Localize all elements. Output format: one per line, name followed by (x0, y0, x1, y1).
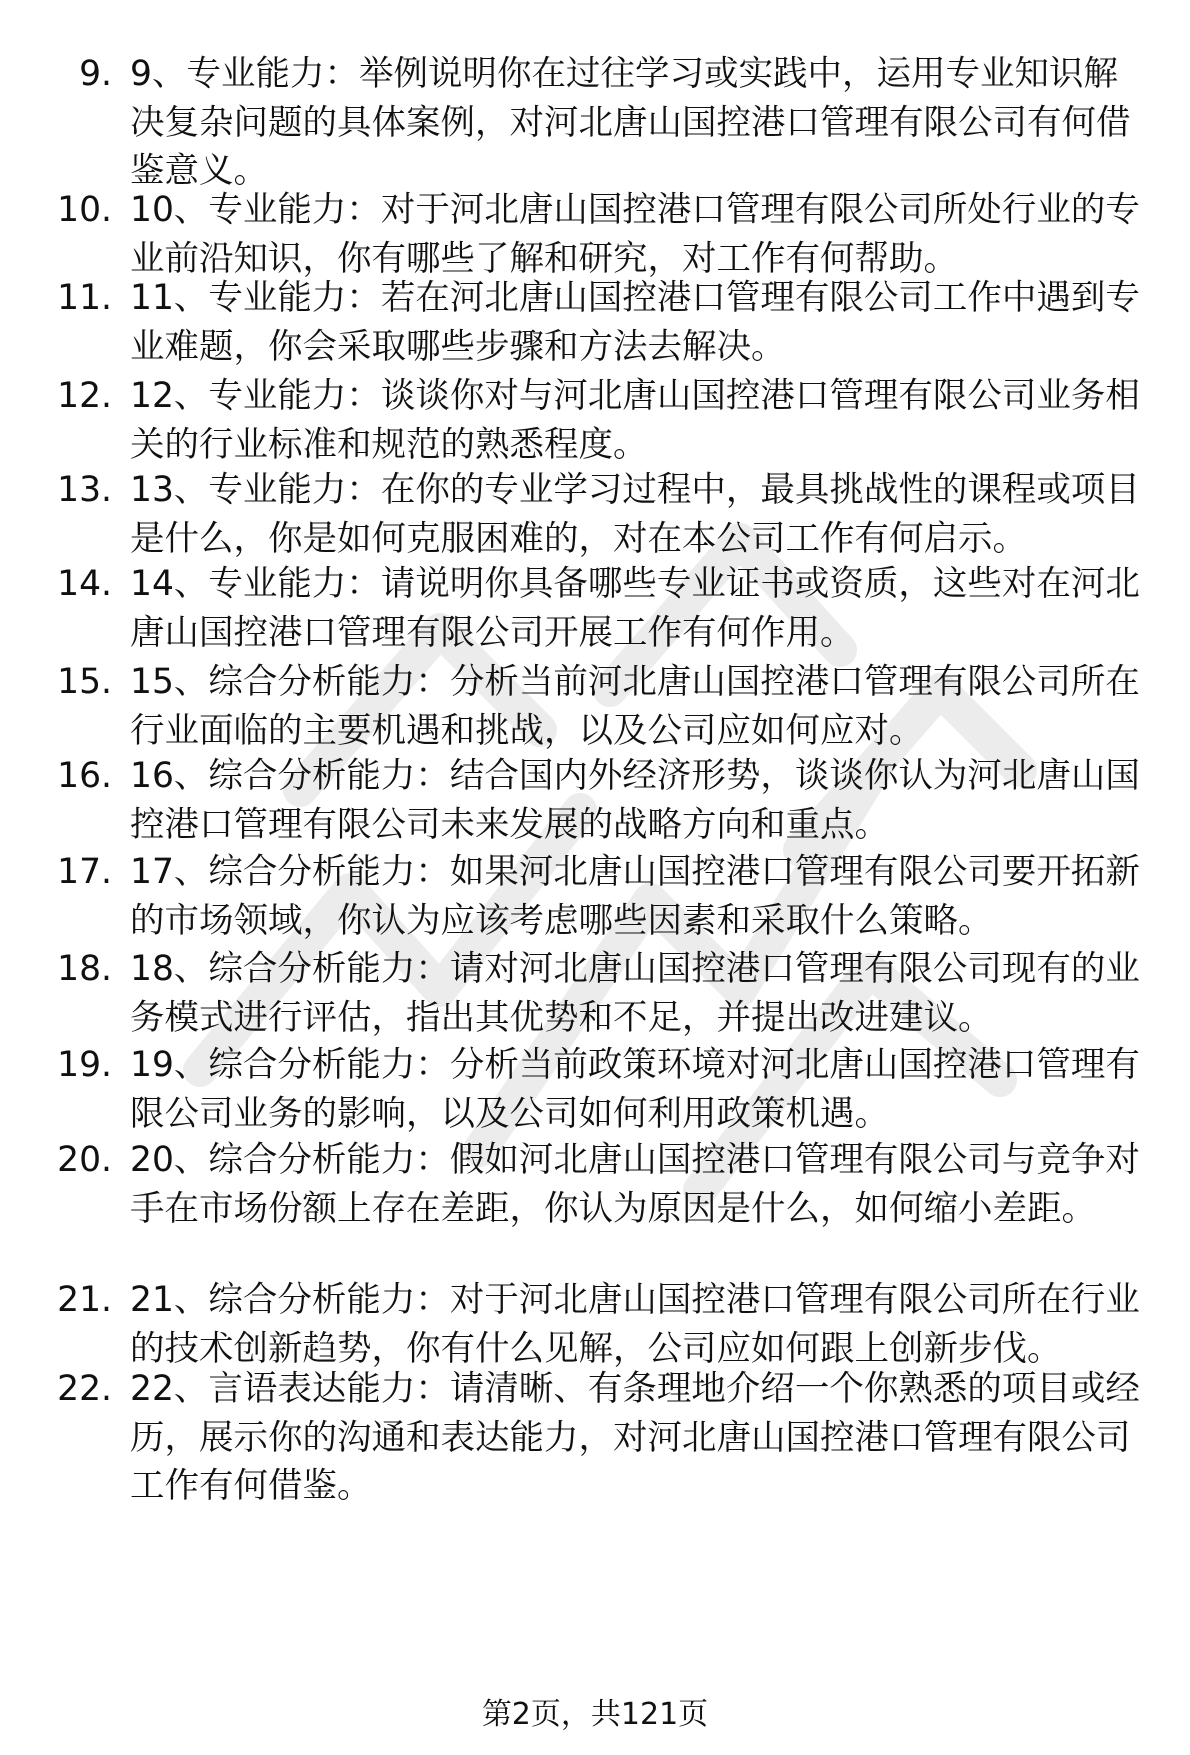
question-text: 15、综合分析能力：分析当前河北唐山国控港口管理有限公司所在行业面临的主要机遇和挑战，以及公司应如何应对。 (130, 662, 1140, 751)
question-text: 10、专业能力：对于河北唐山国控港口管理有限公司所处行业的专业前沿知识，你有哪些了解和研究，对工作有何帮助。 (130, 190, 1140, 279)
question-number: 22. (57, 1369, 112, 1409)
question-number: 21. (57, 1280, 112, 1320)
question-text: 22、言语表达能力：请清晰、有条理地介绍一个你熟悉的项目或经历，展示你的沟通和表达能力，对河北唐山国控港口管理有限公司工作有何借鉴。 (130, 1369, 1140, 1506)
question-text: 16、综合分析能力：结合国内外经济形势，谈谈你认为河北唐山国控港口管理有限公司未来发展的战略方向和重点。 (130, 756, 1140, 845)
question-text: 14、专业能力：请说明你具备哪些专业证书或资质，这些对在河北唐山国控港口管理有限公司开展工作有何作用。 (130, 564, 1140, 653)
question-text: 19、综合分析能力：分析当前政策环境对河北唐山国控港口管理有限公司业务的影响，以及公司如何利用政策机遇。 (130, 1045, 1140, 1134)
question-number: 14. (57, 564, 112, 604)
question-number: 18. (57, 949, 112, 989)
question-text: 17、综合分析能力：如果河北唐山国控港口管理有限公司要开拓新的市场领域，你认为应该考虑哪些因素和采取什么策略。 (130, 852, 1140, 941)
question-text: 18、综合分析能力：请对河北唐山国控港口管理有限公司现有的业务模式进行评估，指出其优势和不足，并提出改进建议。 (130, 949, 1140, 1038)
question-number: 19. (57, 1045, 112, 1085)
question-text: 20、综合分析能力：假如河北唐山国控港口管理有限公司与竞争对手在市场份额上存在差距，你认为原因是什么，如何缩小差距。 (130, 1140, 1140, 1229)
question-text: 12、专业能力：谈谈你对与河北唐山国控港口管理有限公司业务相关的行业标准和规范的熟悉程度。 (130, 376, 1140, 465)
question-number: 17. (57, 852, 112, 892)
question-text: 11、专业能力：若在河北唐山国控港口管理有限公司工作中遇到专业难题，你会采取哪些步骤和方法去解决。 (130, 278, 1140, 367)
question-text: 21、综合分析能力：对于河北唐山国控港口管理有限公司所在行业的技术创新趋势，你有什么见解，公司应如何跟上创新步伐。 (130, 1280, 1140, 1369)
question-number: 9. (79, 54, 112, 94)
question-number: 10. (57, 190, 112, 230)
question-number: 20. (57, 1140, 112, 1180)
question-text: 13、专业能力：在你的专业学习过程中，最具挑战性的课程或项目是什么，你是如何克服困难的，对在本公司工作有何启示。 (130, 470, 1140, 559)
page-number-label: 第2页，共121页 (481, 1697, 709, 1732)
question-number: 11. (57, 278, 112, 318)
page-footer (0, 1695, 1190, 1735)
question-number: 15. (57, 662, 112, 702)
question-number: 16. (57, 756, 112, 796)
question-text: 9、专业能力：举例说明你在过往学习或实践中，运用专业知识解决复杂问题的具体案例，对河北唐山国控港口管理有限公司有何借鉴意义。 (130, 54, 1131, 191)
question-number: 12. (57, 376, 112, 416)
question-number: 13. (57, 470, 112, 510)
